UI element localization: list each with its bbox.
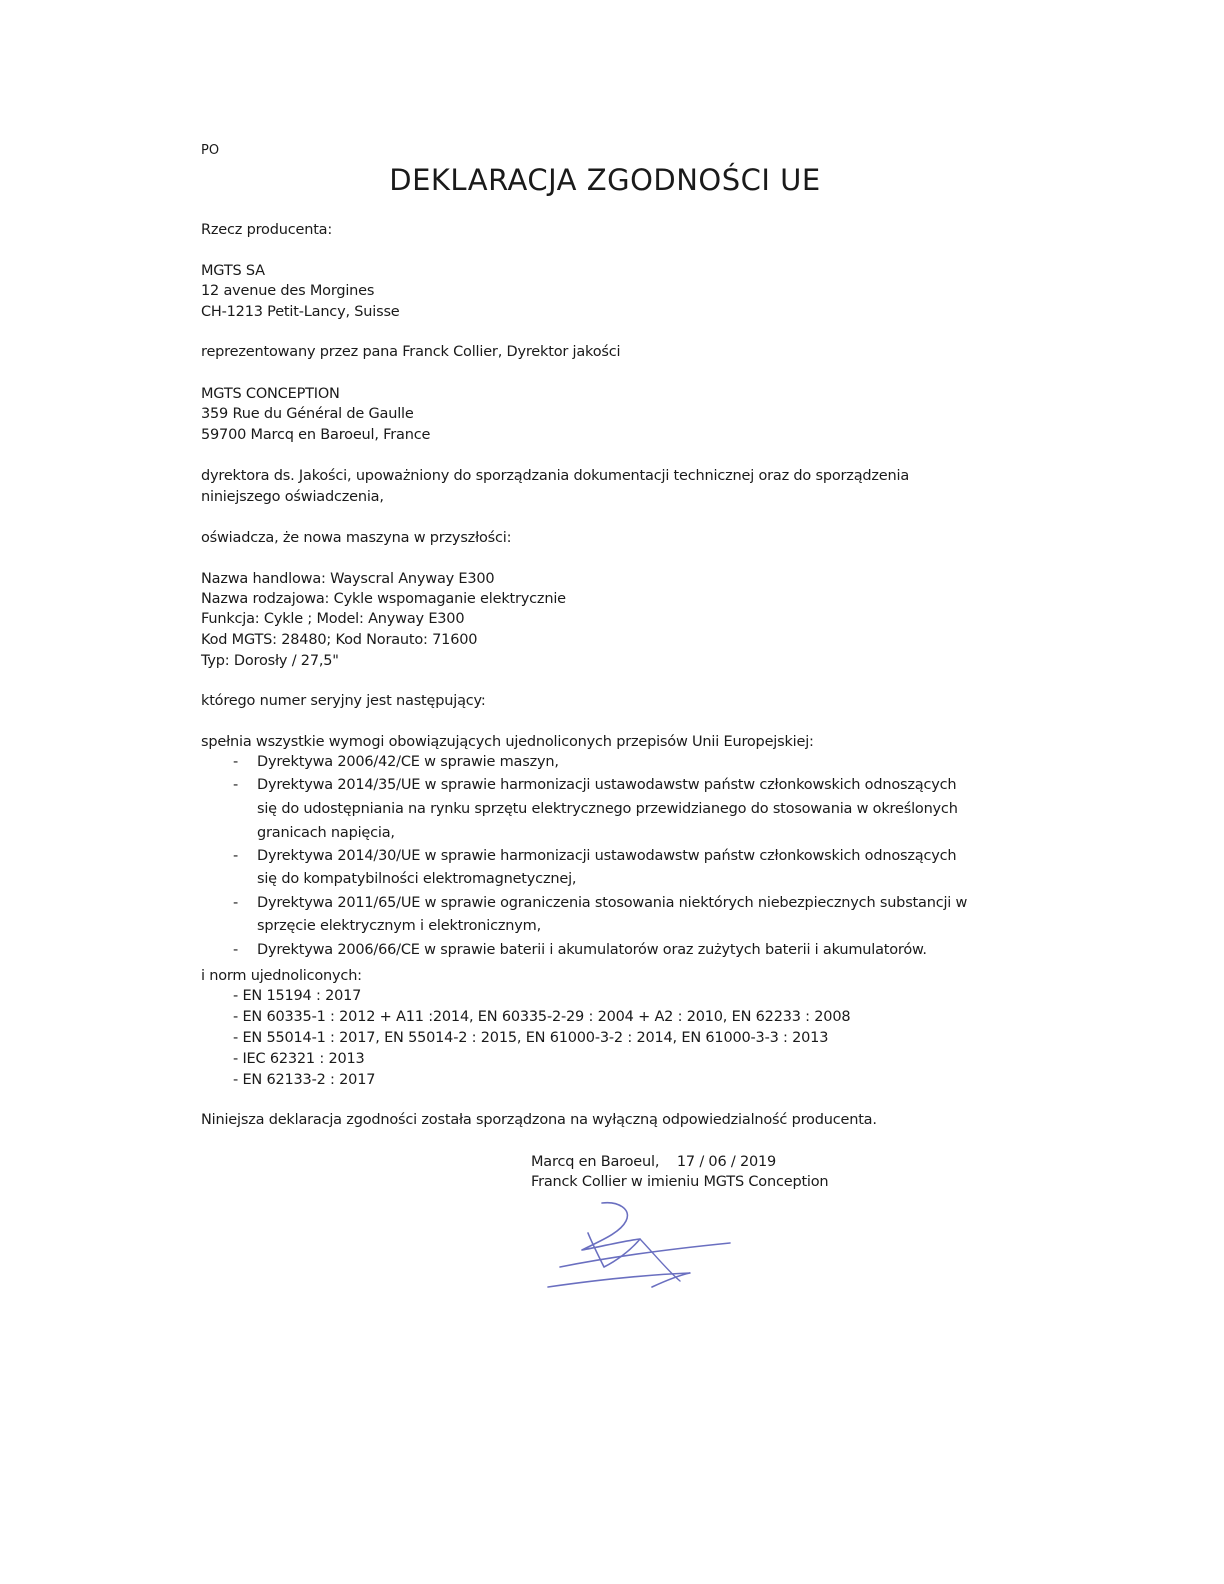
standard-item: - EN 15194 : 2017 — [233, 988, 362, 1004]
page-title: DEKLARACJA ZGODNOŚCI UE — [389, 163, 821, 197]
directive-rohs-line2: sprzęcie elektrycznym i elektronicznym, — [257, 918, 541, 934]
manufacturer-address-line2: CH-1213 Petit-Lancy, Suisse — [201, 304, 400, 320]
representative-role-line2: niniejszego oświadczenia, — [201, 489, 384, 505]
list-bullet: - — [233, 942, 239, 958]
standards-intro: i norm ujednoliconych: — [201, 968, 362, 984]
list-bullet: - — [233, 777, 239, 793]
language-code: PO — [201, 143, 220, 158]
responsibility-statement: Niniejsza deklaracja zgodności została sporządzona na wyłączną odpowiedzialność producenta. — [201, 1112, 877, 1128]
manufacturer-intro: Rzecz producenta: — [201, 222, 333, 238]
standard-item: - EN 55014-1 : 2017, EN 55014-2 : 2015, EN 61000-3-2 : 2014, EN 61000-3-3 : 2013 — [233, 1030, 829, 1046]
declaration-statement: oświadcza, że nowa maszyna w przyszłości: — [201, 530, 512, 546]
representative-name: MGTS CONCEPTION — [201, 386, 340, 402]
representative-address-line2: 59700 Marcq en Baroeul, France — [201, 427, 431, 443]
representative-role-line1: dyrektora ds. Jakości, upoważniony do sporządzania dokumentacji technicznej oraz do sporządzenia — [201, 468, 910, 484]
product-generic-name: Nazwa rodzajowa: Cykle wspomaganie elektrycznie — [201, 591, 566, 607]
directive-rohs-line1: Dyrektywa 2011/65/UE w sprawie ograniczenia stosowania niektórych niebezpiecznych substancji w — [257, 895, 968, 911]
manufacturer-address-line1: 12 avenue des Morgines — [201, 283, 375, 299]
product-function-model: Funkcja: Cykle ; Model: Anyway E300 — [201, 611, 465, 627]
manufacturer-name: MGTS SA — [201, 263, 265, 279]
requirements-intro: spełnia wszystkie wymogi obowiązujących ujednoliconych przepisów Unii Europejskiej: — [201, 734, 814, 750]
signatory-name: Franck Collier w imieniu MGTS Conception — [531, 1174, 829, 1190]
directive-lvd-line3: granicach napięcia, — [257, 825, 395, 841]
product-type: Typ: Dorosły / 27,5" — [201, 653, 339, 669]
directive-batteries: Dyrektywa 2006/66/CE w sprawie baterii i akumulatorów oraz zużytych baterii i akumulatorów. — [257, 942, 927, 958]
standard-item: - EN 62133-2 : 2017 — [233, 1072, 376, 1088]
product-trade-name: Nazwa handlowa: Wayscral Anyway E300 — [201, 571, 495, 587]
standard-item: - EN 60335-1 : 2012 + A11 :2014, EN 60335-2-29 : 2004 + A2 : 2010, EN 62233 : 2008 — [233, 1009, 851, 1025]
serial-number-label: którego numer seryjny jest następujący: — [201, 693, 486, 709]
place-and-date: Marcq en Baroeul, 17 / 06 / 2019 — [531, 1154, 777, 1170]
directive-emc-line1: Dyrektywa 2014/30/UE w sprawie harmonizacji ustawodawstw państw członkowskich odnoszących — [257, 848, 957, 864]
representative-address-line1: 359 Rue du Général de Gaulle — [201, 406, 414, 422]
directive-machinery: Dyrektywa 2006/42/CE w sprawie maszyn, — [257, 754, 559, 770]
signature-stroke — [560, 1243, 730, 1267]
list-bullet: - — [233, 848, 239, 864]
directive-emc-line2: się do kompatybilności elektromagnetycznej, — [257, 871, 577, 887]
list-bullet: - — [233, 895, 239, 911]
list-bullet: - — [233, 754, 239, 770]
handwritten-signature — [540, 1195, 740, 1295]
product-codes: Kod MGTS: 28480; Kod Norauto: 71600 — [201, 632, 478, 648]
standard-item: - IEC 62321 : 2013 — [233, 1051, 365, 1067]
directive-lvd-line2: się do udostępniania na rynku sprzętu elektrycznego przewidzianego do stosowania w określonych — [257, 801, 958, 817]
representative-intro: reprezentowany przez pana Franck Collier, Dyrektor jakości — [201, 344, 621, 360]
signature-stroke — [548, 1273, 690, 1287]
directive-lvd-line1: Dyrektywa 2014/35/UE w sprawie harmonizacji ustawodawstw państw członkowskich odnoszących — [257, 777, 957, 793]
